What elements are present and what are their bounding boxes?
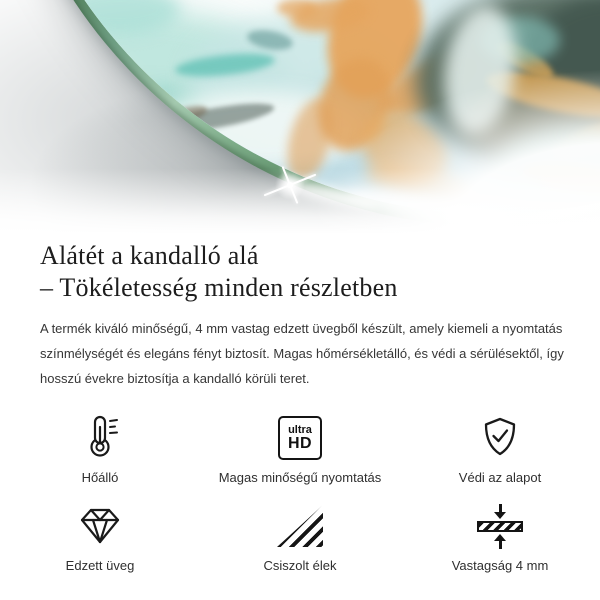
shield-check-icon bbox=[478, 415, 522, 461]
feature-print-quality bbox=[200, 413, 400, 485]
arrow-down-stem bbox=[499, 504, 502, 512]
icon-box bbox=[477, 501, 523, 551]
product-description: A termék kiváló minőségű, 4 mm vastag edzett üvegből készült, amely kiemeli a nyomtatás színmélységét és elegáns fényt biztosít. Magas hőmérsékletálló, és védi a sérülésektől, így hosszú évekre biztosítja a kandalló körüli teret. bbox=[40, 321, 564, 386]
icon-box bbox=[277, 501, 323, 551]
feature-tempered-glass bbox=[0, 501, 200, 573]
arrow-up-head bbox=[494, 534, 506, 541]
feature-label: Hőálló bbox=[81, 470, 119, 485]
ultra-hd-text-bottom: HD bbox=[287, 434, 313, 452]
feature-protects-base bbox=[400, 413, 600, 485]
thermometer-icon bbox=[77, 413, 123, 463]
page-title-line1: Alátét a kandalló alá bbox=[40, 241, 259, 270]
feature-heat-resistant bbox=[0, 413, 200, 485]
feature-label: Vastagság 4 mm bbox=[451, 558, 549, 573]
icon-box bbox=[76, 501, 124, 551]
feature-label: Védi az alapot bbox=[458, 470, 542, 485]
thickness-icon bbox=[477, 504, 523, 549]
icon-box bbox=[77, 413, 123, 463]
feature-label: Magas minőségű nyomtatás bbox=[218, 470, 382, 485]
page-title-line2: – Tökéletesség minden részletben bbox=[40, 273, 398, 302]
feature-label: Csiszolt élek bbox=[263, 558, 337, 573]
page-title bbox=[40, 240, 570, 304]
icon-box bbox=[478, 413, 522, 463]
arrow-down-head bbox=[494, 512, 506, 519]
product-image bbox=[0, 0, 600, 234]
feature-polished-edges bbox=[200, 501, 400, 573]
icon-box bbox=[278, 413, 322, 463]
feature-thickness bbox=[400, 501, 600, 573]
feature-label: Edzett üveg bbox=[65, 558, 135, 573]
ultra-hd-icon bbox=[278, 416, 322, 460]
polished-edges-icon bbox=[277, 505, 323, 547]
feature-grid bbox=[0, 413, 600, 573]
diamond-icon bbox=[76, 505, 124, 547]
glass-bar bbox=[477, 521, 523, 532]
arrow-up-stem bbox=[499, 541, 502, 549]
ultra-hd-text-top: ultra bbox=[288, 423, 312, 436]
